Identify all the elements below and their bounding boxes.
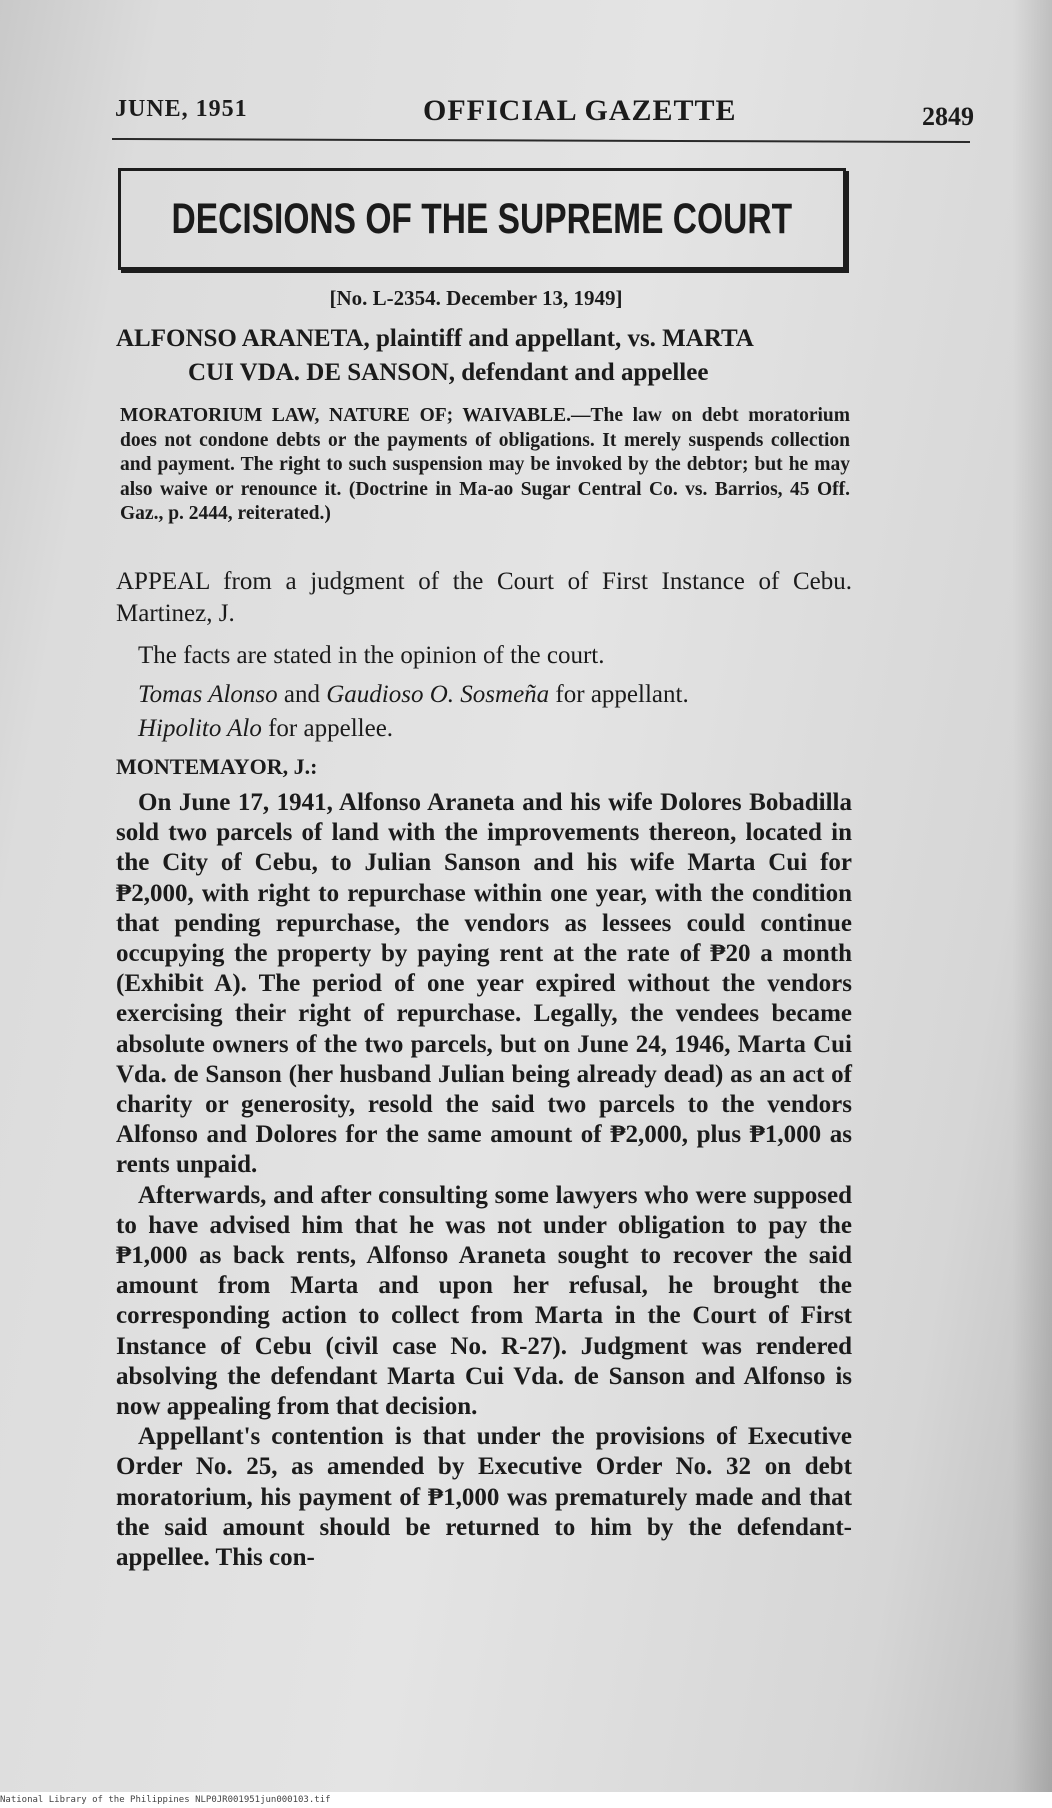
- counsel-appellant-name-2: Gaudioso O. Sosmeña: [326, 681, 550, 708]
- opinion-paragraph: Afterwards, and after consulting some lawyers who were supposed to have advised him that he was not under obligation to pay the ₱1,000 as back rents, Alfonso Araneta sought to recover the said amount from Marta and upon her refusal, he brought the corresponding action to collect from Marta in the Court of First Instance of Cebu (civil case No. R-27). Judgment was rendered absolving the defendant Marta Cui Vda. de Sanson and Alfonso is now appealing from that decision.: [116, 1181, 852, 1421]
- counsel: [138, 678, 858, 746]
- counsel-appellee-name: Hipolito Alo: [138, 715, 262, 742]
- case-parties: [116, 322, 852, 390]
- header-page-number: 2849: [922, 102, 974, 131]
- counsel-appellee-suffix: for appellee.: [268, 715, 394, 742]
- parties-line-2: CUI VDA. DE SANSON, defendant and appellee: [188, 359, 709, 386]
- case-number: [No. L-2354. December 13, 1949]: [329, 286, 623, 310]
- counsel-appellant: [138, 678, 858, 712]
- opinion-paragraph: On June 17, 1941, Alfonso Araneta and his wife Dolores Bobadilla sold two parcels of land with the improvements thereon, located in the City of Cebu, to Julian Sanson and his wife Marta Cui for ₱2,000, with right to repurchase within one year, with the condition that pending repurchase, the vendors as lessees could continue occupying the property by paying rent at the rate of ₱20 a month (Exhibit A). The period of one year expired without the vendors exercising their right of repurchase. Legally, the vendees became absolute owners of the two parcels, but on June 24, 1946, Marta Cui Vda. de Sanson (her husband Julian being already dead) as an act of charity or generosity, resold the said two parcels to the vendors Alfonso and Dolores for the same amount of ₱2,000, plus ₱1,000 as rents unpaid.: [116, 789, 852, 1179]
- ponente: MONTEMAYOR, J.:: [116, 754, 318, 779]
- appeal-statement: APPEAL from a judgment of the Court of First Instance of Cebu. Martinez, J.: [116, 568, 852, 627]
- header-title: OFFICIAL GAZETTE: [423, 94, 737, 127]
- syllabus: [120, 404, 850, 527]
- opinion-paragraph: Appellant's contention is that under the provisions of Executive Order No. 25, as amended by Executive Order No. 32 on debt moratorium, his payment of ₱1,000 was prematurely made and that the said amount should be returned to him by the defendant-appellee. This con-: [116, 1423, 852, 1572]
- counsel-appellant-suffix: for appellant.: [555, 681, 689, 708]
- syllabus-heading: MORATORIUM LAW, NATURE OF; WAIVABLE.: [120, 405, 571, 426]
- header-date: JUNE, 1951: [115, 96, 248, 122]
- header-rule: [112, 138, 970, 143]
- counsel-conjunction: and: [283, 681, 320, 708]
- syllabus-text: —The law on debt moratorium does not condone debts or the payments of obligations. It merely suspends collection and payment. The right to such suspension may be invoked by the debtor; but he may also waive or renounce it. (Doctrine in Ma-ao Sugar Central Co. vs. Barrios, 45 Off. Gaz., p. 2444, reiterated.): [120, 405, 851, 524]
- facts-statement: The facts are stated in the opinion of the court.: [138, 642, 605, 669]
- section-banner: [118, 168, 846, 270]
- counsel-appellee: [138, 712, 858, 746]
- scan-footer: National Library of the Philippines NLP0JR001951jun000103.tif: [0, 1795, 331, 1805]
- running-header: [115, 96, 974, 136]
- parties-line-1: ALFONSO ARANETA, plaintiff and appellant, vs. MARTA: [116, 325, 754, 352]
- banner-title: DECISIONS OF THE SUPREME COURT: [171, 194, 793, 243]
- page-shadow: [1012, 0, 1052, 1792]
- counsel-appellant-name-1: Tomas Alonso: [138, 681, 278, 708]
- opinion-body: [116, 788, 852, 1573]
